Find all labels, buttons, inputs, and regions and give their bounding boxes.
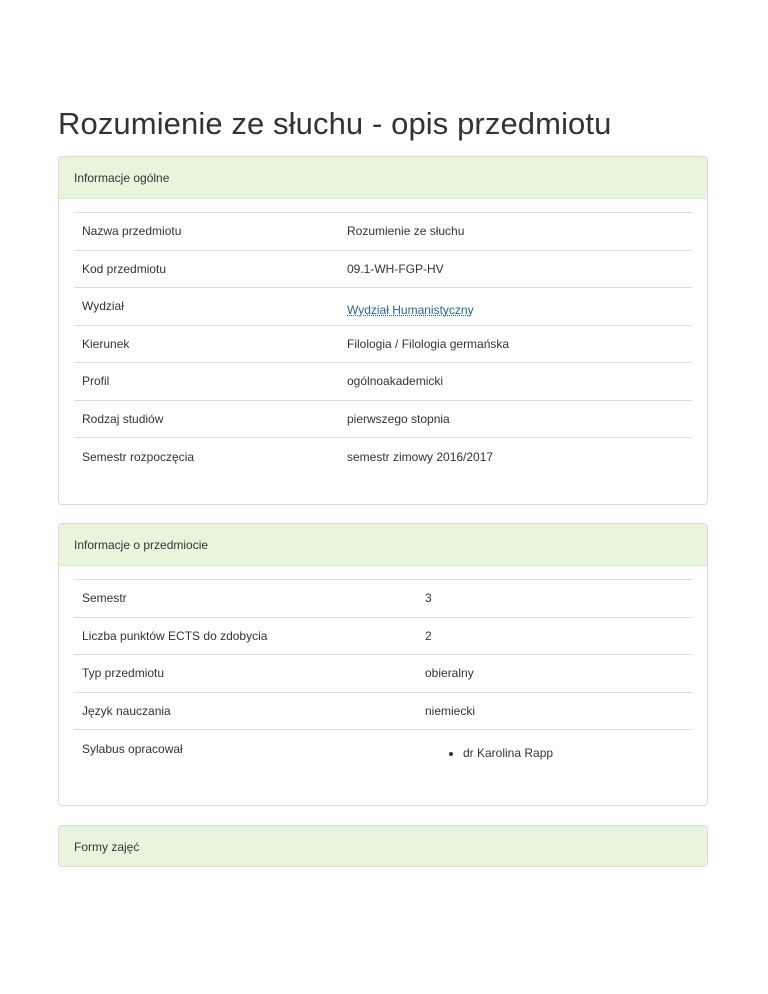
table-row: [74, 580, 692, 618]
row-label: Semestr rozpoczęcia: [74, 438, 339, 476]
class-forms-panel: [58, 825, 708, 867]
list-item: • dr Karolina Rapp: [463, 746, 684, 760]
table-row: [74, 363, 692, 401]
row-value: ogólnoakademicki: [339, 363, 692, 401]
general-info-table: [74, 212, 692, 475]
row-label: Język nauczania: [74, 692, 417, 730]
row-value: [339, 288, 692, 326]
row-value: Filologia / Filologia germańska: [339, 325, 692, 363]
row-label: Sylabus opracował: [74, 730, 417, 768]
row-value: [417, 730, 692, 768]
row-value: obieralny: [417, 655, 692, 693]
row-label: Kod przedmiotu: [74, 250, 339, 288]
table-row: [74, 617, 692, 655]
table-row: [74, 213, 692, 251]
panel-heading: Informacje o przedmiocie: [59, 524, 707, 566]
row-label: Liczba punktów ECTS do zdobycia: [74, 617, 417, 655]
author-list: [425, 746, 684, 760]
course-info-table: [74, 579, 692, 767]
row-value: niemiecki: [417, 692, 692, 730]
row-value: 2: [417, 617, 692, 655]
row-value: pierwszego stopnia: [339, 400, 692, 438]
table-row: [74, 250, 692, 288]
page-title: Rozumienie ze słuchu - opis przedmiotu: [58, 106, 612, 141]
row-label: Rodzaj studiów: [74, 400, 339, 438]
general-info-panel: [58, 156, 708, 505]
row-label: Nazwa przedmiotu: [74, 213, 339, 251]
table-row: [74, 400, 692, 438]
row-label: Typ przedmiotu: [74, 655, 417, 693]
panel-heading: Informacje ogólne: [59, 157, 707, 199]
row-label: Kierunek: [74, 325, 339, 363]
panel-heading: Formy zajęć: [59, 826, 707, 867]
row-value: 09.1-WH-FGP-HV: [339, 250, 692, 288]
table-row: [74, 288, 692, 326]
table-row: [74, 655, 692, 693]
panel-body: [59, 566, 707, 767]
panel-body: [59, 199, 707, 475]
faculty-link[interactable]: Wydział Humanistyczny: [347, 303, 474, 318]
row-label: Semestr: [74, 580, 417, 618]
row-value: semestr zimowy 2016/2017: [339, 438, 692, 476]
table-row: [74, 325, 692, 363]
row-value: 3: [417, 580, 692, 618]
row-label: Profil: [74, 363, 339, 401]
row-label: Wydział: [74, 288, 339, 326]
course-info-panel: [58, 523, 708, 806]
table-row: [74, 730, 692, 768]
table-row: [74, 438, 692, 476]
table-row: [74, 692, 692, 730]
row-value: Rozumienie ze słuchu: [339, 213, 692, 251]
